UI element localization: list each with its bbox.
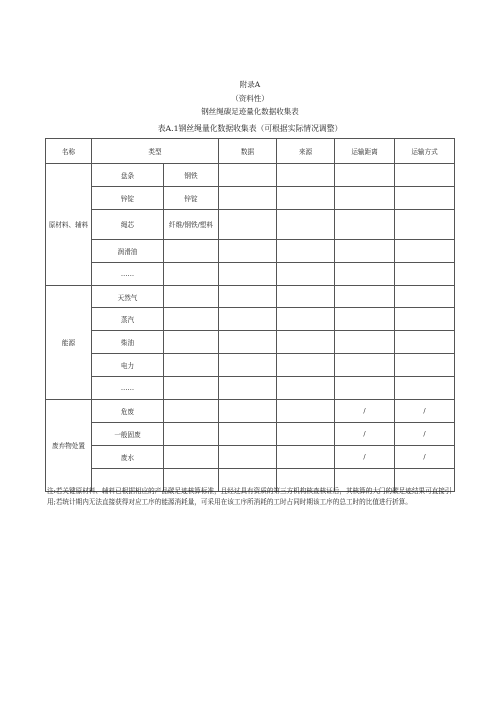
- mode-cell: [395, 308, 455, 331]
- table-row: [46, 308, 455, 331]
- distance-cell: [335, 239, 395, 262]
- source-cell: [277, 377, 335, 400]
- row-type: 蒸汽: [92, 308, 164, 331]
- distance-cell: /: [335, 422, 395, 445]
- data-cell: [219, 239, 277, 262]
- row-subtype: 锌锭: [164, 186, 219, 209]
- distance-cell: [335, 354, 395, 377]
- mode-cell: /: [395, 400, 455, 423]
- row-subtype: [164, 377, 219, 400]
- row-subtype: 纤维/钢铁/塑料: [164, 209, 219, 239]
- distance-cell: [335, 308, 395, 331]
- table-header-row: [46, 139, 455, 164]
- distance-cell: [335, 285, 395, 308]
- source-cell: [277, 354, 335, 377]
- header-mode: 运输方式: [395, 139, 455, 164]
- mode-cell: [395, 285, 455, 308]
- header-distance: 运输距离: [335, 139, 395, 164]
- row-type: 危废: [92, 400, 164, 423]
- appendix-nature: （资料性）: [231, 94, 269, 103]
- row-type: ……: [92, 262, 164, 285]
- distance-cell: /: [335, 400, 395, 423]
- table-row: [46, 186, 455, 209]
- table-row: [46, 285, 455, 308]
- row-type: ……: [92, 377, 164, 400]
- row-type: 柴油: [92, 331, 164, 354]
- appendix-label: 附录A: [239, 80, 261, 89]
- group-waste: 废弃物处置: [46, 400, 92, 492]
- source-cell: [277, 262, 335, 285]
- mode-cell: [395, 164, 455, 187]
- mode-cell: [395, 262, 455, 285]
- row-type: 天然气: [92, 285, 164, 308]
- distance-cell: [335, 209, 395, 239]
- mode-cell: [395, 331, 455, 354]
- data-cell: [219, 422, 277, 445]
- row-subtype: [164, 285, 219, 308]
- data-cell: [219, 209, 277, 239]
- row-subtype: [164, 262, 219, 285]
- data-cell: [219, 377, 277, 400]
- data-collection-table: [45, 138, 455, 492]
- data-cell: [219, 186, 277, 209]
- header-type: 类型: [92, 139, 219, 164]
- data-cell: [219, 164, 277, 187]
- source-cell: [277, 422, 335, 445]
- header-name: 名称: [46, 139, 92, 164]
- row-subtype: [164, 445, 219, 468]
- source-cell: [277, 209, 335, 239]
- source-cell: [277, 400, 335, 423]
- distance-cell: [335, 186, 395, 209]
- table-row: [46, 377, 455, 400]
- mode-cell: [395, 186, 455, 209]
- source-cell: [277, 239, 335, 262]
- table-row: [46, 400, 455, 423]
- row-type: 润滑油: [92, 239, 164, 262]
- distance-cell: [335, 164, 395, 187]
- group-energy: 能源: [46, 285, 92, 399]
- table-row: [46, 164, 455, 187]
- source-cell: [277, 285, 335, 308]
- mode-cell: [395, 209, 455, 239]
- row-subtype: [164, 239, 219, 262]
- data-cell: [219, 445, 277, 468]
- distance-cell: [335, 377, 395, 400]
- table-row: [46, 262, 455, 285]
- row-type: 盘条: [92, 164, 164, 187]
- mode-cell: /: [395, 422, 455, 445]
- row-type: 电力: [92, 354, 164, 377]
- source-cell: [277, 445, 335, 468]
- distance-cell: [335, 262, 395, 285]
- distance-cell: /: [335, 445, 395, 468]
- mode-cell: /: [395, 445, 455, 468]
- row-subtype: [164, 422, 219, 445]
- data-cell: [219, 308, 277, 331]
- row-subtype: [164, 400, 219, 423]
- table-row: [46, 209, 455, 239]
- mode-cell: [395, 377, 455, 400]
- row-type: 一般固废: [92, 422, 164, 445]
- appendix-title: 钢丝绳碳足迹量化数据收集表: [201, 107, 299, 116]
- row-type: 锌锭: [92, 186, 164, 209]
- table-row: [46, 422, 455, 445]
- source-cell: [277, 186, 335, 209]
- table-row: [46, 445, 455, 468]
- data-cell: [219, 262, 277, 285]
- source-cell: [277, 308, 335, 331]
- data-cell: [219, 285, 277, 308]
- data-cell: [219, 331, 277, 354]
- group-materials: 原材料、辅料: [46, 164, 92, 286]
- distance-cell: [335, 331, 395, 354]
- source-cell: [277, 331, 335, 354]
- row-subtype: 钢铁: [164, 164, 219, 187]
- table-row: [46, 354, 455, 377]
- row-type: 绳芯: [92, 209, 164, 239]
- mode-cell: [395, 354, 455, 377]
- header-source: 来源: [277, 139, 335, 164]
- row-subtype: [164, 331, 219, 354]
- source-cell: [277, 164, 335, 187]
- mode-cell: [395, 239, 455, 262]
- table-row: [46, 239, 455, 262]
- table-row: [46, 331, 455, 354]
- table-note: 注:若关键原材料、辅料已根据相应的产品碳足迹核算标准，且经过具有资质的第三方机构核查核证后，其核算的大门的碳足迹结果可直接引用;若统计期内无法直接获得对应工序的能源消耗量，可采用在该工序所消耗的工时占同时期该工序的总工时的比值进行折算。: [47, 487, 452, 506]
- header-data: 数据: [219, 139, 277, 164]
- row-type: 废水: [92, 445, 164, 468]
- table-title: 表A.1钢丝绳量化数据收集表（可根据实际情况调整）: [157, 124, 343, 133]
- row-subtype: [164, 308, 219, 331]
- data-cell: [219, 400, 277, 423]
- row-subtype: [164, 354, 219, 377]
- data-cell: [219, 354, 277, 377]
